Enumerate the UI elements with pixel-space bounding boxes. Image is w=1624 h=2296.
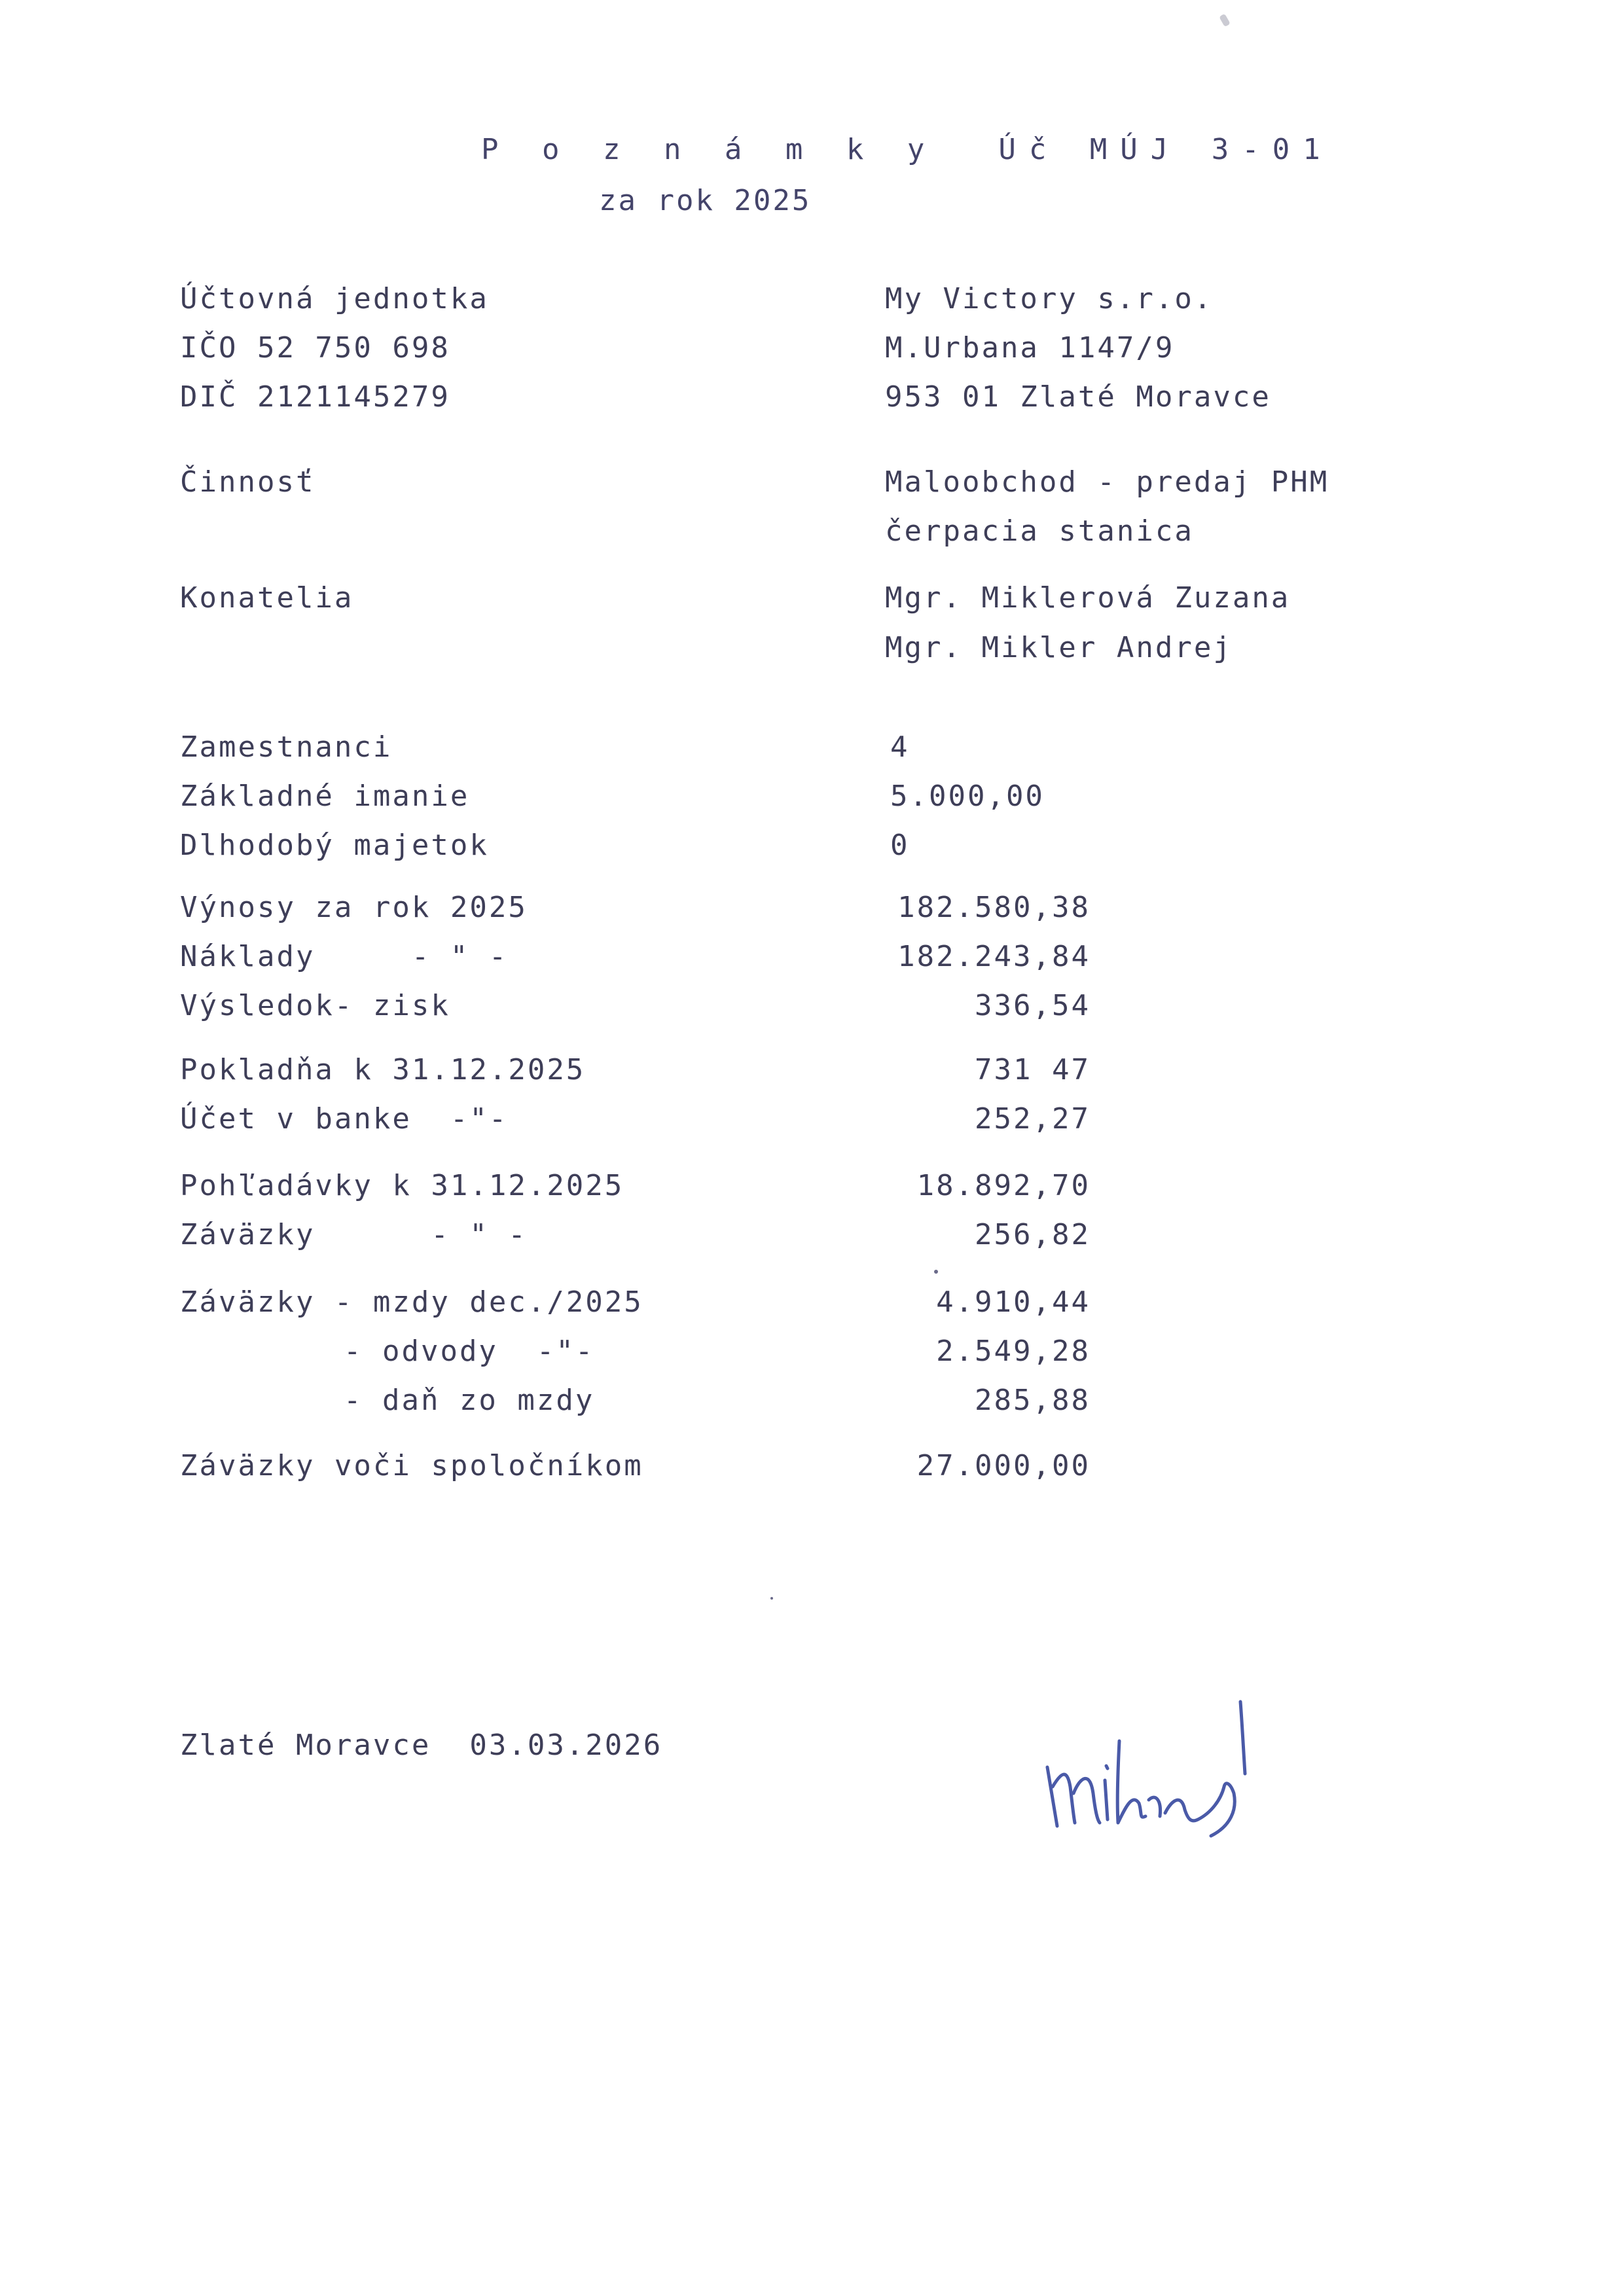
bank-value: 252,27	[975, 1102, 1091, 1136]
cash-label: Pokladňa k 31.12.2025	[180, 1053, 586, 1086]
place-date: Zlaté Moravce 03.03.2026	[180, 1729, 663, 1762]
activity-line2: čerpacia stanica	[885, 514, 1194, 548]
wage-tax-value: 285,88	[975, 1384, 1091, 1417]
entity-label: Účtovná jednotka	[180, 282, 489, 315]
activity-line1: Maloobchod - predaj PHM	[885, 465, 1329, 499]
employees-value: 4	[890, 730, 910, 764]
wages-label: Záväzky - mzdy dec./2025	[180, 1285, 643, 1319]
directors-label: Konatelia	[180, 581, 354, 615]
employees-label: Zamestnanci	[180, 730, 393, 764]
handwritten-signature	[1034, 1689, 1296, 1859]
entity-dic: DIČ 2121145279	[180, 380, 450, 414]
entity-city: 953 01 Zlaté Moravce	[885, 380, 1271, 414]
longterm-assets-value: 0	[890, 829, 910, 862]
ink-dot	[770, 1597, 773, 1600]
costs-value: 182.243,84	[897, 940, 1091, 973]
liabilities-value: 256,82	[975, 1218, 1091, 1251]
partners-liabilities-value: 27.000,00	[916, 1449, 1091, 1482]
revenue-label: Výnosy za rok 2025	[180, 891, 528, 924]
director-1: Mgr. Miklerová Zuzana	[885, 581, 1291, 615]
longterm-assets-label: Dlhodobý majetok	[180, 829, 489, 862]
wage-tax-label: - daň zo mzdy	[344, 1384, 595, 1417]
bank-label: Účet v banke -"-	[180, 1102, 509, 1136]
receivables-value: 18.892,70	[916, 1169, 1091, 1202]
entity-street: M.Urbana 1147/9	[885, 331, 1175, 365]
document-title: P o z n á m k y Úč MÚJ 3-01	[481, 133, 1333, 166]
levies-label: - odvody -"-	[344, 1335, 595, 1368]
document-subtitle: za rok 2025	[599, 184, 812, 217]
liabilities-label: Záväzky - " -	[180, 1218, 528, 1251]
revenue-value: 182.580,38	[897, 891, 1091, 924]
result-label: Výsledok- zisk	[180, 989, 450, 1022]
wages-value: 4.910,44	[936, 1285, 1091, 1319]
ink-dot	[934, 1270, 938, 1274]
director-2: Mgr. Mikler Andrej	[885, 631, 1233, 664]
result-value: 336,54	[975, 989, 1091, 1022]
entity-name: My Victory s.r.o.	[885, 282, 1214, 315]
cash-value: 731 47	[975, 1053, 1091, 1086]
activity-label: Činnosť	[180, 465, 316, 499]
levies-value: 2.549,28	[936, 1335, 1091, 1368]
entity-ico: IČO 52 750 698	[180, 331, 450, 365]
capital-value: 5.000,00	[890, 780, 1045, 813]
partners-liabilities-label: Záväzky voči spoločníkom	[180, 1449, 643, 1482]
receivables-label: Pohľadávky k 31.12.2025	[180, 1169, 624, 1202]
ink-smudge	[1219, 14, 1231, 27]
costs-label: Náklady - " -	[180, 940, 509, 973]
capital-label: Základné imanie	[180, 780, 470, 813]
